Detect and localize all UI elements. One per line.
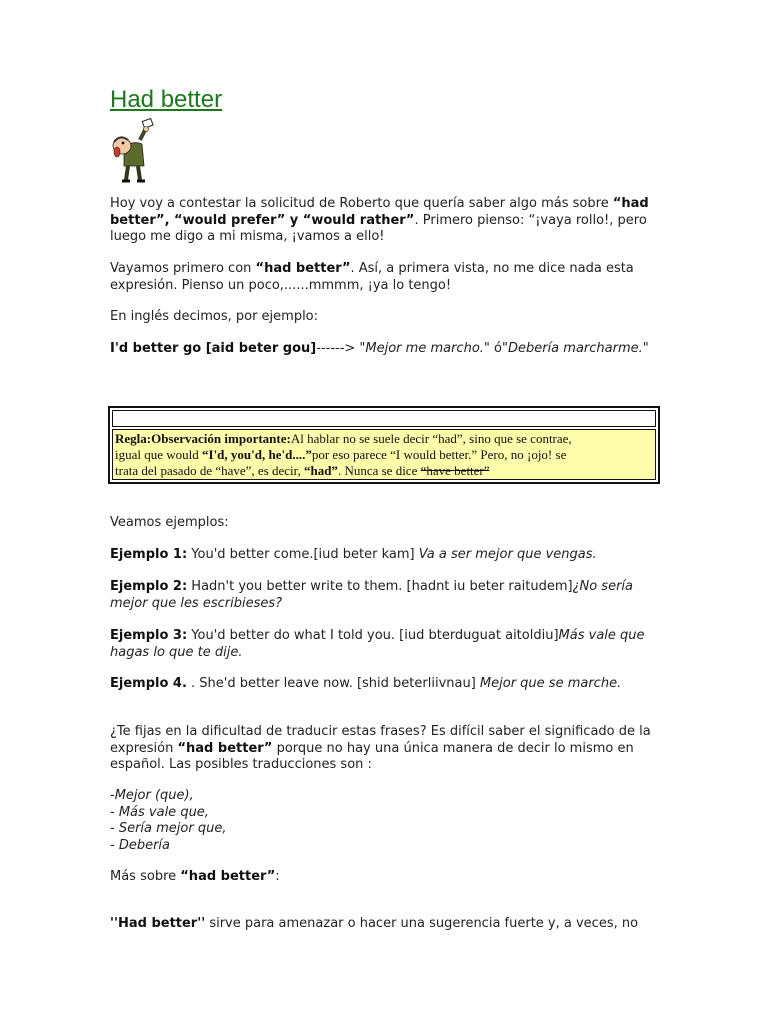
- p2-text-2: . Así, a primera vista, no me dice nada esta expresión. Pienso un poco,......mmmm, ¡ya lo tengo!: [110, 261, 634, 293]
- rule-note-text: . Nunca se dice: [337, 463, 421, 478]
- difficulty-text-2: porque no hay una única manera de decir lo mismo en español. Las posibles traducciones son :: [110, 740, 634, 772]
- rule-note-header-cell: [112, 410, 656, 427]
- example-text: You'd better do what I told you. [iud bterduguat aitoldiu]: [187, 628, 559, 643]
- example-4: [110, 676, 660, 693]
- last-bold: ''Had better'': [110, 916, 206, 931]
- example-label: Ejemplo 2:: [110, 579, 188, 594]
- translation-item: -Mejor (que),: [110, 788, 194, 803]
- rule-note-box: [108, 406, 660, 484]
- difficulty-text-1: ¿Te fijas en la dificultad de traducir estas frases? Es difícil saber el significado de la expresión: [110, 724, 651, 756]
- example-3: [110, 628, 660, 661]
- page-title[interactable]: Had better: [110, 86, 223, 113]
- rule-note-text: por eso parece “I would better.” Pero, no ¡ojo! se: [311, 447, 567, 462]
- rule-note-line-3: [115, 463, 653, 479]
- paragraph-more: [110, 869, 660, 886]
- main-example-translation-1: "Mejor me marcho.": [359, 341, 490, 356]
- paragraph-difficulty: [110, 724, 660, 774]
- example-translation: Mejor que se marche.: [479, 676, 622, 691]
- main-example-or: ó: [489, 341, 502, 356]
- example-label: Ejemplo 1:: [110, 547, 188, 562]
- example-text: Hadn't you better write to them. [hadnt iu beter raitudem]: [187, 579, 573, 594]
- example-translation: Más vale que hagas lo que te dije.: [110, 628, 645, 660]
- difficulty-bold: “had better”: [177, 740, 273, 756]
- main-example-bold: I'd better go [aid beter gou]: [110, 341, 317, 356]
- intro-text-2: . Primero pienso: “¡vaya rollo!, pero luego me digo a mi misma, ¡vamos a ello!: [110, 212, 647, 244]
- paragraph-example-intro: En inglés decimos, por ejemplo:: [110, 309, 319, 324]
- examples-heading: Veamos ejemplos:: [110, 515, 229, 530]
- more-text-1: Más sobre: [110, 869, 181, 884]
- intro-bold: “had better”, “would prefer” y “would rather”: [110, 196, 649, 228]
- example-text: . She'd better leave now. [shid beterliivnau]: [186, 676, 480, 691]
- rule-note-text: Al hablar no se suele decir “had”, sino que se contrae,: [290, 431, 572, 446]
- paragraph-main-example: [110, 341, 660, 358]
- rule-note-line-1: [115, 431, 653, 447]
- example-label: Ejemplo 4.: [110, 676, 187, 691]
- example-translation: ¿No sería mejor que les escribieses?: [110, 579, 633, 611]
- example-2: [110, 579, 660, 612]
- main-example-arrow: ------>: [316, 341, 360, 356]
- rule-note-text: trata del pasado de “have”, es decir,: [115, 463, 304, 478]
- last-text: sirve para amenazar o hacer una sugerencia fuerte y, a veces, no: [205, 916, 639, 931]
- example-translation: Va a ser mejor que vengas.: [418, 547, 597, 562]
- intro-paragraph: [110, 196, 660, 246]
- rule-note-label: Regla:Observación importante:: [115, 431, 291, 446]
- more-bold: “had better”: [180, 869, 276, 884]
- rule-note-strikethrough: “have better”: [420, 463, 490, 478]
- paragraph-first-look: [110, 261, 660, 294]
- translation-item: - Más vale que,: [110, 804, 209, 820]
- translation-item: - Sería mejor que,: [110, 821, 227, 836]
- example-text: You'd better come.[iud beter kam]: [187, 547, 419, 562]
- rule-note-bold: “had”: [303, 463, 338, 478]
- rule-note-bold: “I'd, you'd, he'd....”: [202, 447, 312, 462]
- p2-text-1: Vayamos primero con: [110, 261, 256, 276]
- example-1: [110, 547, 660, 564]
- cartoon-man-icon: [110, 118, 160, 184]
- example-label: Ejemplo 3:: [110, 628, 188, 643]
- rule-note-content: [112, 429, 656, 480]
- translation-item: - Debería: [110, 837, 171, 853]
- main-example-translation-2: "Debería marcharme.": [501, 341, 649, 356]
- intro-text-1: Hoy voy a contestar la solicitud de Roberto que quería saber algo más sobre: [110, 196, 613, 211]
- more-text-2: :: [275, 869, 280, 884]
- translations-list: [110, 788, 660, 854]
- paragraph-last: [110, 916, 660, 933]
- rule-note-line-2: [115, 447, 653, 463]
- p2-bold: “had better”: [255, 261, 351, 276]
- rule-note-text: igual que would: [115, 447, 203, 462]
